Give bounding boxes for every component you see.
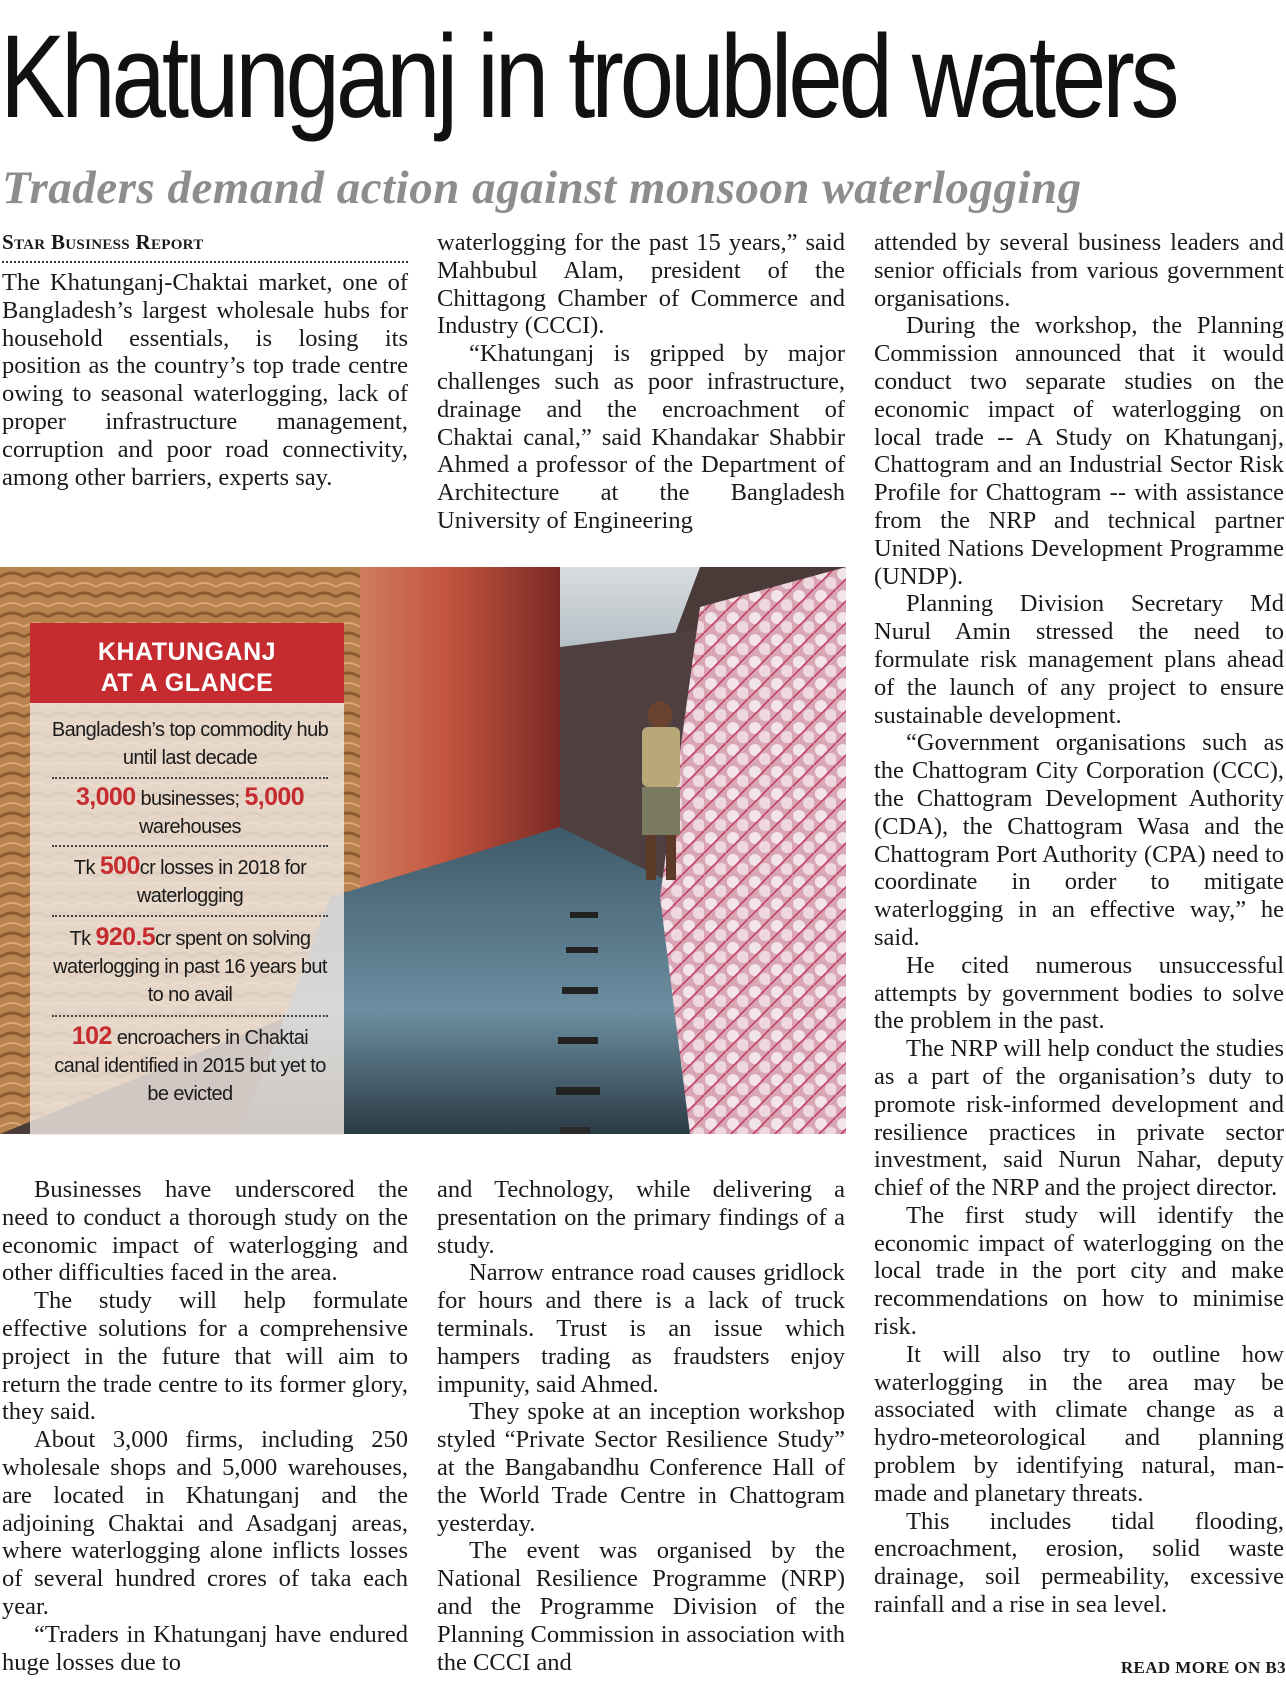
glance-number: 102 xyxy=(71,1022,112,1050)
glance-item-text: cr spent on solving waterlogging in past 16 years but to no avail xyxy=(53,928,327,1006)
glance-item-text: businesses; xyxy=(135,788,245,810)
glance-item xyxy=(50,923,330,1009)
paragraph: waterlogging for the past 15 years,” said Mahbubul Alam, president of the Chittagong Chamber of Commerce and Industry (CCCI). xyxy=(437,229,845,340)
glance-divider xyxy=(52,777,328,779)
glance-divider xyxy=(52,845,328,847)
paragraph: Planning Division Secretary Md Nurul Amin stressed the need to formulate risk management plans ahead of the launch of any project to ensure sustainable development. xyxy=(874,590,1284,729)
byline-divider xyxy=(2,257,408,263)
paragraph: The first study will identify the economic impact of waterlogging on the local trade in the port city and make recommendations on how to minimise risk. xyxy=(874,1201,1284,1341)
glance-item-text: Tk xyxy=(73,857,100,879)
glance-number: 920.5 xyxy=(95,923,156,951)
glance-title-line2: AT A GLANCE xyxy=(100,669,274,697)
headline: Khatunganj in troubled waters xyxy=(0,11,1176,143)
glance-divider xyxy=(52,915,328,917)
glance-item-text: Tk xyxy=(69,928,96,950)
column-3-text xyxy=(874,229,1284,1619)
glance-item xyxy=(50,852,330,910)
paragraph: The study will help formulate effective solutions for a comprehensive project in the future that will aim to return the trade centre to its former glory, they said. xyxy=(2,1287,408,1426)
paragraph: and Technology, while delivering a presentation on the primary findings of a study. xyxy=(437,1176,845,1259)
column-1-top-text xyxy=(2,269,408,491)
glance-item xyxy=(50,1022,330,1108)
paragraph: They spoke at an inception workshop styled “Private Sector Resilience Study” at the Bangabandhu Conference Hall of the World Trade Centre in Chattogram yesterday. xyxy=(437,1398,845,1537)
glance-number: 5,000 xyxy=(244,783,305,811)
glance-number: 3,000 xyxy=(75,783,136,811)
byline: Star Business Report xyxy=(2,230,204,254)
paragraph: During the workshop, the Planning Commission announced that it would conduct two separate studies on the economic impact of waterlogging on local trade -- A Study on Khatunganj, Chattogram and an Industrial Sector Risk Profile for Chattogram -- with assistance from the NRP and technical partner United Nations Development Programme (UNDP). xyxy=(874,312,1284,590)
subheadline: Traders demand action against monsoon waterlogging xyxy=(2,162,1082,214)
column-1-bottom xyxy=(2,1176,408,1676)
glance-item xyxy=(50,716,330,772)
read-more-link[interactable]: READ MORE ON B3 xyxy=(1120,1658,1286,1677)
paragraph: The Khatunganj-Chaktai market, one of Bangladesh’s largest wholesale hubs for household essentials, is losing its position as the country’s top trade centre owing to seasonal waterlogging, lack of proper infrastructure management, corruption and poor road connectivity, among other barriers, experts say. xyxy=(2,269,408,491)
paragraph: This includes tidal flooding, encroachment, erosion, solid waste drainage, soil permeability, excessive rainfall and a rise in sea level. xyxy=(874,1507,1284,1619)
glance-item-text: encroachers in Chaktai canal identified in 2015 but yet to be evicted xyxy=(54,1027,326,1105)
glance-item xyxy=(50,783,330,841)
paragraph: The NRP will help conduct the studies as a part of the organisation’s duty to promote risk-informed development and resilience practices in private sector investment, said Nurun Nahar, deputy chief of the NRP and the project director. xyxy=(874,1035,1284,1202)
glance-divider xyxy=(52,1015,328,1017)
glance-title-line1: KHATUNGANJ xyxy=(97,638,277,666)
column-1-bottom-text xyxy=(2,1176,408,1676)
column-2-bottom xyxy=(437,1176,845,1676)
column-3 xyxy=(874,229,1284,1619)
glance-item-text: Bangladesh’s top commodity hub until last decade xyxy=(51,719,329,769)
paragraph: “Traders in Khatunganj have endured huge losses due to xyxy=(2,1620,408,1676)
column-2-bottom-text xyxy=(437,1176,845,1676)
at-a-glance-box xyxy=(30,623,344,1135)
paragraph: “Government organisations such as the Chattogram City Corporation (CCC), the Chattogram Development Authority (CDA), the Chattogram Wasa and the Chattogram Port Authority (CPA) need to coordinate in order to mitigate waterlogging in an effective way,” he said. xyxy=(874,729,1284,951)
glance-item-text: warehouses xyxy=(139,816,241,838)
paragraph: He cited numerous unsuccessful attempts by government bodies to solve the problem in the past. xyxy=(874,951,1284,1035)
paragraph: Businesses have underscored the need to conduct a thorough study on the economic impact of waterlogging and other difficulties faced in the area. xyxy=(2,1176,408,1287)
glance-number: 500 xyxy=(99,852,140,880)
paragraph: “Khatunganj is gripped by major challenges such as poor infrastructure, drainage and the encroachment of Chaktai canal,” said Khandakar Shabbir Ahmed a professor of the Department of Architecture at the Bangladesh University of Engineering xyxy=(437,340,845,534)
paragraph: attended by several business leaders and senior officials from various government organisations. xyxy=(874,229,1284,312)
paragraph: The event was organised by the National Resilience Programme (NRP) and the Programme Division of the Planning Commission in association with the CCCI and xyxy=(437,1537,845,1676)
paragraph: It will also try to outline how waterlogging in the area may be associated with climate change as a hydro-meteorological and planning problem by identifying natural, man-made and planetary threats. xyxy=(874,1340,1284,1507)
column-2-top xyxy=(437,229,845,535)
paragraph: About 3,000 firms, including 250 wholesale shops and 5,000 warehouses, are located in Khatunganj and the adjoining Chaktai and Asadganj areas, where waterlogging alone inflicts losses of several hundred crores of taka each year. xyxy=(2,1426,408,1620)
paragraph: Narrow entrance road causes gridlock for hours and there is a lack of truck terminals. Trust is an issue which hampers trading as fraudsters enjoy impunity, said Ahmed. xyxy=(437,1259,845,1398)
at-a-glance-title xyxy=(30,623,344,703)
column-2-top-text xyxy=(437,229,845,535)
glance-item-text: cr losses in 2018 for waterlogging xyxy=(136,857,307,907)
column-1-top xyxy=(2,229,408,491)
